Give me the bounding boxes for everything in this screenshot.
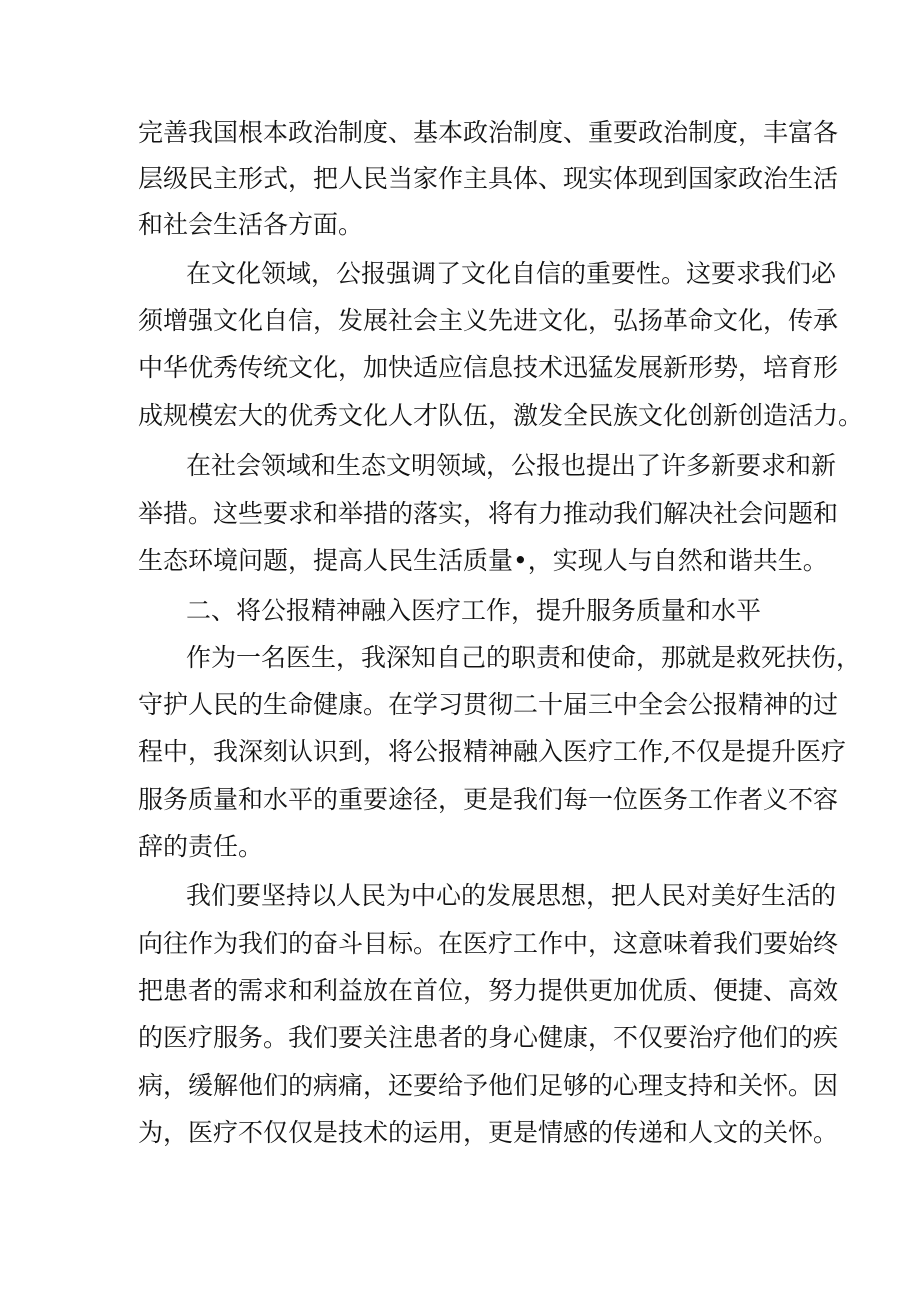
text-line-12: 作为一名医生，我深知自己的职责和使命，那就是救死扶伤， xyxy=(186,643,862,672)
text-line-15: 服务质量和水平的重要途径，更是我们每一位医务工作者义不容 xyxy=(138,785,839,814)
text-line-17: 我们要坚持以人民为中心的发展思想，把人民对美好生活的 xyxy=(186,881,837,910)
text-line-22: 为，医疗不仅仅是技术的运用，更是情感的传递和人文的关怀。 xyxy=(138,1118,839,1147)
text-line-9: 举措。这些要求和举措的落实，将有力推动我们解决社会问题和 xyxy=(138,499,839,528)
text-line-19: 把患者的需求和利益放在首位，努力提供更加优质、便捷、高效 xyxy=(138,976,839,1005)
text-line-14: 程中，我深刻认识到，将公报精神融入医疗工作,不仅是提升医疗 xyxy=(138,737,846,766)
text-line-10: 生态环境问题，提高人民生活质量•，实现人与自然和谐共生。 xyxy=(138,546,828,575)
text-line-21: 病，缓解他们的病痛，还要给予他们足够的心理支持和关怀。因 xyxy=(138,1071,839,1100)
text-line-2: 层级民主形式，把人民当家作主具体、现实体现到国家政治生活 xyxy=(138,164,839,193)
text-line-3: 和社会生活各方面。 xyxy=(138,210,364,239)
text-line-8: 在社会领域和生态文明领域，公报也提出了许多新要求和新 xyxy=(186,451,837,480)
section-heading: 二、将公报精神融入医疗工作，提升服务质量和水平 xyxy=(186,596,762,625)
text-line-16: 辞的责任。 xyxy=(138,832,264,861)
text-line-6: 中华优秀传统文化，加快适应信息技术迅猛发展新形势，培育形 xyxy=(138,353,839,382)
text-line-7: 成规模宏大的优秀文化人才队伍，激发全民族文化创新创造活力。 xyxy=(138,401,864,430)
text-line-18: 向往作为我们的奋斗目标。在医疗工作中，这意味着我们要始终 xyxy=(138,929,839,958)
text-line-20: 的医疗服务。我们要关注患者的身心健康，不仅要治疗他们的疾 xyxy=(138,1023,839,1052)
text-line-5: 须增强文化自信，发展社会主义先进文化，弘扬革命文化，传承 xyxy=(138,306,839,335)
text-line-13: 守护人民的生命健康。在学习贯彻二十届三中全会公报精神的过 xyxy=(138,690,839,719)
text-line-4: 在文化领域，公报强调了文化自信的重要性。这要求我们必 xyxy=(186,259,837,288)
text-line-1: 完善我国根本政治制度、基本政治制度、重要政治制度，丰富各 xyxy=(138,118,839,147)
